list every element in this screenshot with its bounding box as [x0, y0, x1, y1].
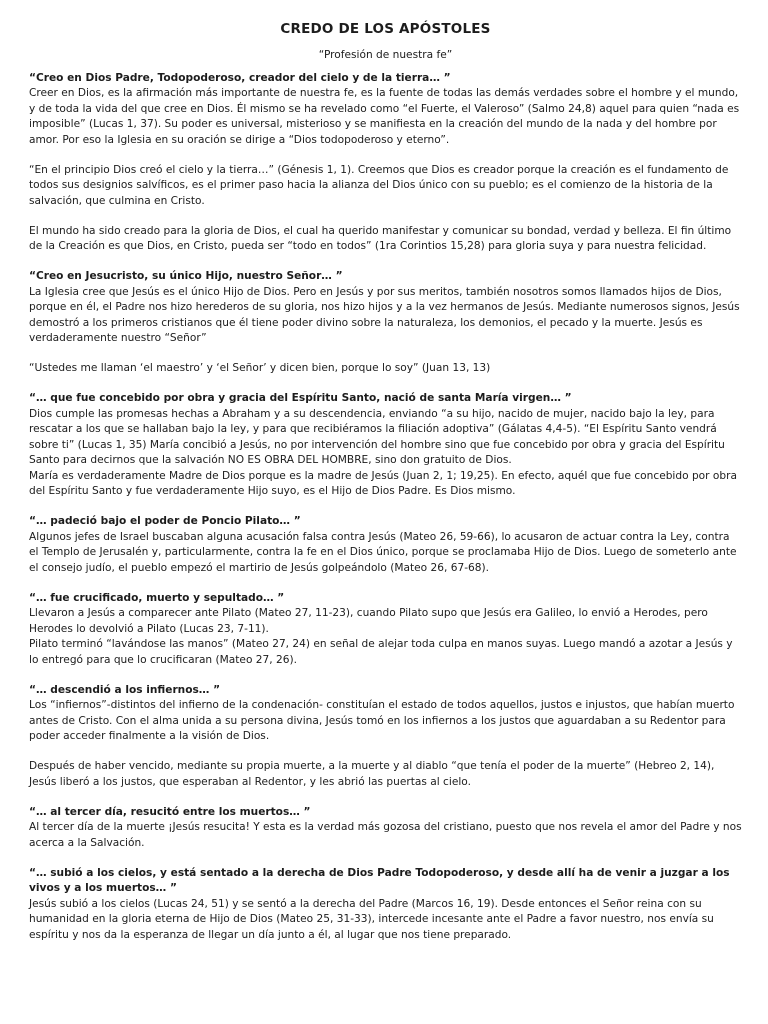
section-heading: “… subió a los cielos, y está sentado a la derecha de Dios Padre Todopoderoso, y desde allí ha de venir a juzgar a los vivos y a los muertos… ”: [29, 866, 730, 894]
section: [29, 224, 742, 255]
section-paragraph: María es verdaderamente Madre de Dios porque es la madre de Jesús (Juan 2, 1; 19,25). En efecto, aquél que fue concebido por obra del Espíritu Santo y fue verdaderamente Hijo suyo, es el Hijo de Dios Padre. Es Dios mismo.: [29, 469, 737, 497]
section-heading: “Creo en Dios Padre, Todopoderoso, creador del cielo y de la tierra… ”: [29, 71, 451, 84]
section: [29, 805, 742, 852]
section-paragraph: Dios cumple las promesas hechas a Abraham y a su descendencia, enviando “a su hijo, nacido de mujer, nacido bajo la ley, para rescatar a los que se hallaban bajo la ley, y para que recibiéramos la filiación adoptiva” (Gálatas 4,4-5). “El Espíritu Santo vendrá sobre ti” (Lucas 1, 35) María concibió a Jesús, no por intervención del hombre sino que fue concebido por obra y gracia del Espíritu Santo para decirnos que la salvación NO ES OBRA DEL HOMBRE, sino don gratuito de Dios.: [29, 407, 725, 466]
section-paragraph: Jesús subió a los cielos (Lucas 24, 51) y se sentó a la derecha del Padre (Marcos 16, 19). Desde entonces el Señor reina con su humanidad en la gloria eterna de Hijo de Dios (Mateo 25, 31-33), intercede incesante ante el Padre a favor nuestro, nos envía su espíritu y nos da la esperanza de llegar un día junto a él, al lugar que nos tiene preparado.: [29, 897, 714, 941]
section: [29, 163, 742, 210]
section-paragraph: “En el principio Dios creó el cielo y la tierra…” (Génesis 1, 1). Creemos que Dios es creador porque la creación es el fundamento de todos sus designios salvíficos, es el primer paso hacia la alianza del Dios único con su pueblo; es el comienzo de la historia de la salvación, que culmina en Cristo.: [29, 163, 729, 207]
section-paragraph: Llevaron a Jesús a comparecer ante Pilato (Mateo 27, 11-23), cuando Pilato supo que Jesús era Galileo, lo envió a Herodes, pero Herodes lo devolvió a Pilato (Lucas 23, 7-11).: [29, 607, 708, 635]
document-body: [29, 71, 742, 944]
section: [29, 269, 742, 347]
section-heading: “… padeció bajo el poder de Poncio Pilato… ”: [29, 515, 301, 527]
section: [29, 71, 742, 149]
section-paragraph: Creer en Dios, es la afirmación más importante de nuestra fe, es la fuente de todas las demás verdades sobre el hombre y el mundo, y de toda la vida del que cree en Dios. Él mismo se ha revelado como “el Fuerte, el Valeroso” (Salmo 24,8) aquel para quien “nada es imposible” (Lucas 1, 37). Su poder es universal, misterioso y se manifiesta en la creación del mundo de la nada y del hombre por amor. Por eso la Iglesia en su oración se dirige a “Dios todopoderoso y eterno”.: [29, 87, 740, 146]
section-paragraph: “Ustedes me llaman ‘el maestro’ y ‘el Señor’ y dicen bien, porque lo soy” (Juan 13, 13): [29, 362, 491, 374]
section: [29, 591, 742, 669]
section-heading: “… que fue concebido por obra y gracia del Espíritu Santo, nació de santa María virgen… ”: [29, 392, 572, 404]
section: [29, 866, 742, 944]
section: [29, 759, 742, 790]
section-paragraph: Después de haber vencido, mediante su propia muerte, a la muerte y al diablo “que tenía el poder de la muerte” (Hebreo 2, 14), Jesús liberó a los justos, que esperaban al Redentor, y les abrió las puertas al cielo.: [29, 760, 715, 788]
section: [29, 391, 742, 500]
section: [29, 683, 742, 745]
section-heading: “Creo en Jesucristo, su único Hijo, nuestro Señor… ”: [29, 270, 343, 282]
document-subtitle: “Profesión de nuestra fe”: [318, 49, 453, 61]
section-paragraph: Algunos jefes de Israel buscaban alguna acusación falsa contra Jesús (Mateo 26, 59-66), lo acusaron de actuar contra la Ley, contra el Templo de Jerusalén y, particularmente, contra la fe en el Dios único, porque se proclamaba Hijo de Dios. Luego de someterlo ante el consejo judío, el pueblo empezó el martirio de Jesús golpeándolo (Mateo 26, 67-68).: [29, 530, 737, 574]
document-title: CREDO DE LOS APÓSTOLES: [280, 21, 491, 37]
section-heading: “… fue crucificado, muerto y sepultado… ”: [29, 591, 285, 604]
section: [29, 514, 742, 576]
section-paragraph: La Iglesia cree que Jesús es el único Hijo de Dios. Pero en Jesús y por sus meritos, también nosotros somos llamados hijos de Dios, porque en él, el Padre nos hizo herederos de su gloria, nos hizo hijos y a la vez hermanos de Jesús. Mediante numerosos signos, Jesús demostró a los primeros cristianos que él tiene poder divino sobre la naturaleza, los demonios, el pecado y la muerte. Jesús es verdaderamente nuestro “Señor”: [29, 285, 740, 344]
section-heading: “… al tercer día, resucitó entre los muertos… ”: [29, 805, 311, 818]
section: [29, 361, 742, 377]
section-paragraph: Los “infiernos”-distintos del infierno de la condenación- constituían el estado de todos aquellos, justos e injustos, que habían muerto antes de Cristo. Con el alma unida a su persona divina, Jesús tomó en los infiernos a los justos que aguardaban a su Redentor para poder acceder finalmente a la visión de Dios.: [29, 699, 735, 742]
section-paragraph: Pilato terminó “lavándose las manos” (Mateo 27, 24) en señal de alejar toda culpa en manos suyas. Luego mandó a azotar a Jesús y lo entregó para que lo crucificaran (Mateo 27, 26).: [29, 638, 733, 666]
section-paragraph: Al tercer día de la muerte ¡Jesús resucita! Y esta es la verdad más gozosa del cristiano, puesto que nos revela el amor del Padre y nos acerca a la Salvación.: [29, 821, 742, 849]
section-heading: “… descendió a los infiernos… ”: [29, 683, 221, 696]
section-paragraph: El mundo ha sido creado para la gloria de Dios, el cual ha querido manifestar y comunicar su bondad, verdad y belleza. El fin último de la Creación es que Dios, en Cristo, pueda ser “todo en todos” (1ra Corintios 15,28) para gloria suya y para nuestra felicidad.: [29, 224, 732, 252]
